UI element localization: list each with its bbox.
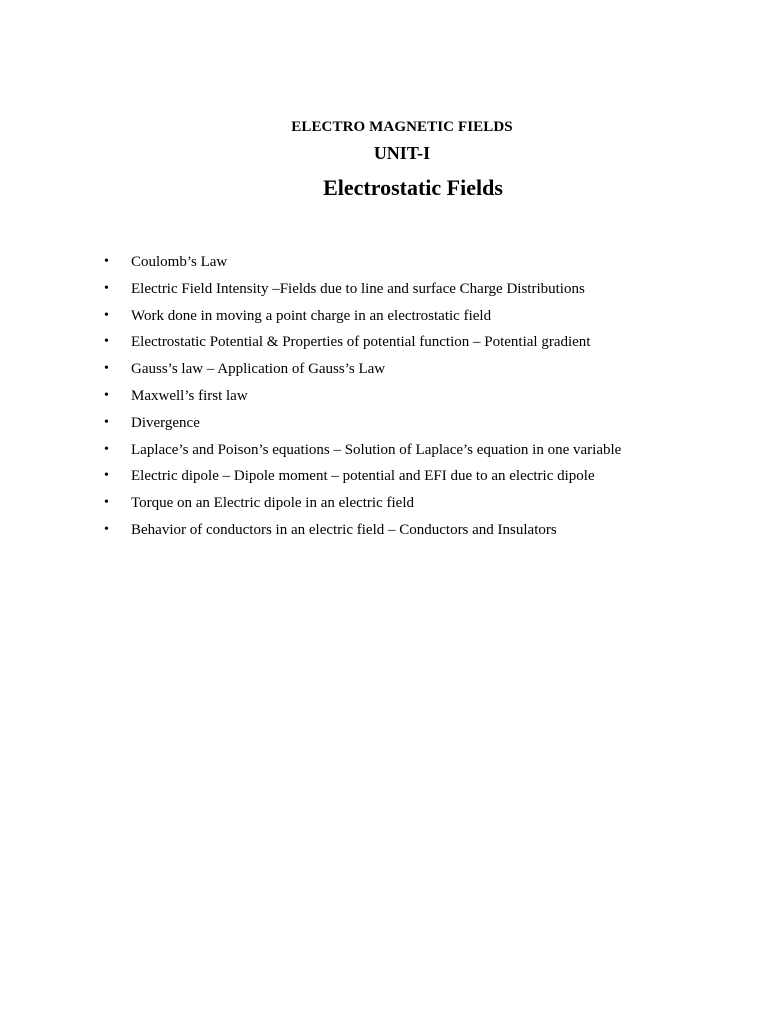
topic-text: Maxwell’s first law	[131, 387, 248, 404]
section-title: Electrostatic Fields	[323, 175, 503, 200]
bullet-icon: •	[104, 387, 109, 403]
bullet-icon: •	[104, 521, 109, 537]
course-title: ELECTRO MAGNETIC FIELDS	[291, 119, 513, 135]
bullet-icon: •	[104, 495, 109, 511]
topic-text: Laplace’s and Poison’s equations – Solution of Laplace’s equation in one variable	[131, 441, 622, 458]
topic-text: Electric Field Intensity –Fields due to line and surface Charge Distributions	[131, 280, 585, 297]
topic-text: Gauss’s law – Application of Gauss’s Law	[131, 361, 386, 378]
topic-text: Electric dipole – Dipole moment – potential and EFI due to an electric dipole	[131, 468, 595, 485]
bullet-icon: •	[104, 254, 109, 269]
bullet-icon: •	[104, 280, 109, 296]
bullet-icon: •	[104, 307, 109, 323]
bullet-icon: •	[104, 441, 109, 457]
bullet-icon: •	[104, 361, 109, 377]
bullet-icon: •	[104, 468, 109, 484]
bullet-icon: •	[104, 414, 109, 430]
topic-text: Behavior of conductors in an electric field – Conductors and Insulators	[131, 521, 557, 538]
topic-text: Divergence	[131, 414, 200, 431]
bullet-icon: •	[104, 334, 109, 350]
topic-text: Torque on an Electric dipole in an electric field	[131, 495, 414, 512]
topic-text: Work done in moving a point charge in an electrostatic field	[131, 307, 492, 324]
topic-text: Electrostatic Potential & Properties of potential function – Potential gradient	[131, 334, 591, 351]
unit-title: UNIT-I	[373, 143, 431, 163]
topic-text: Coulomb’s Law	[131, 254, 228, 270]
